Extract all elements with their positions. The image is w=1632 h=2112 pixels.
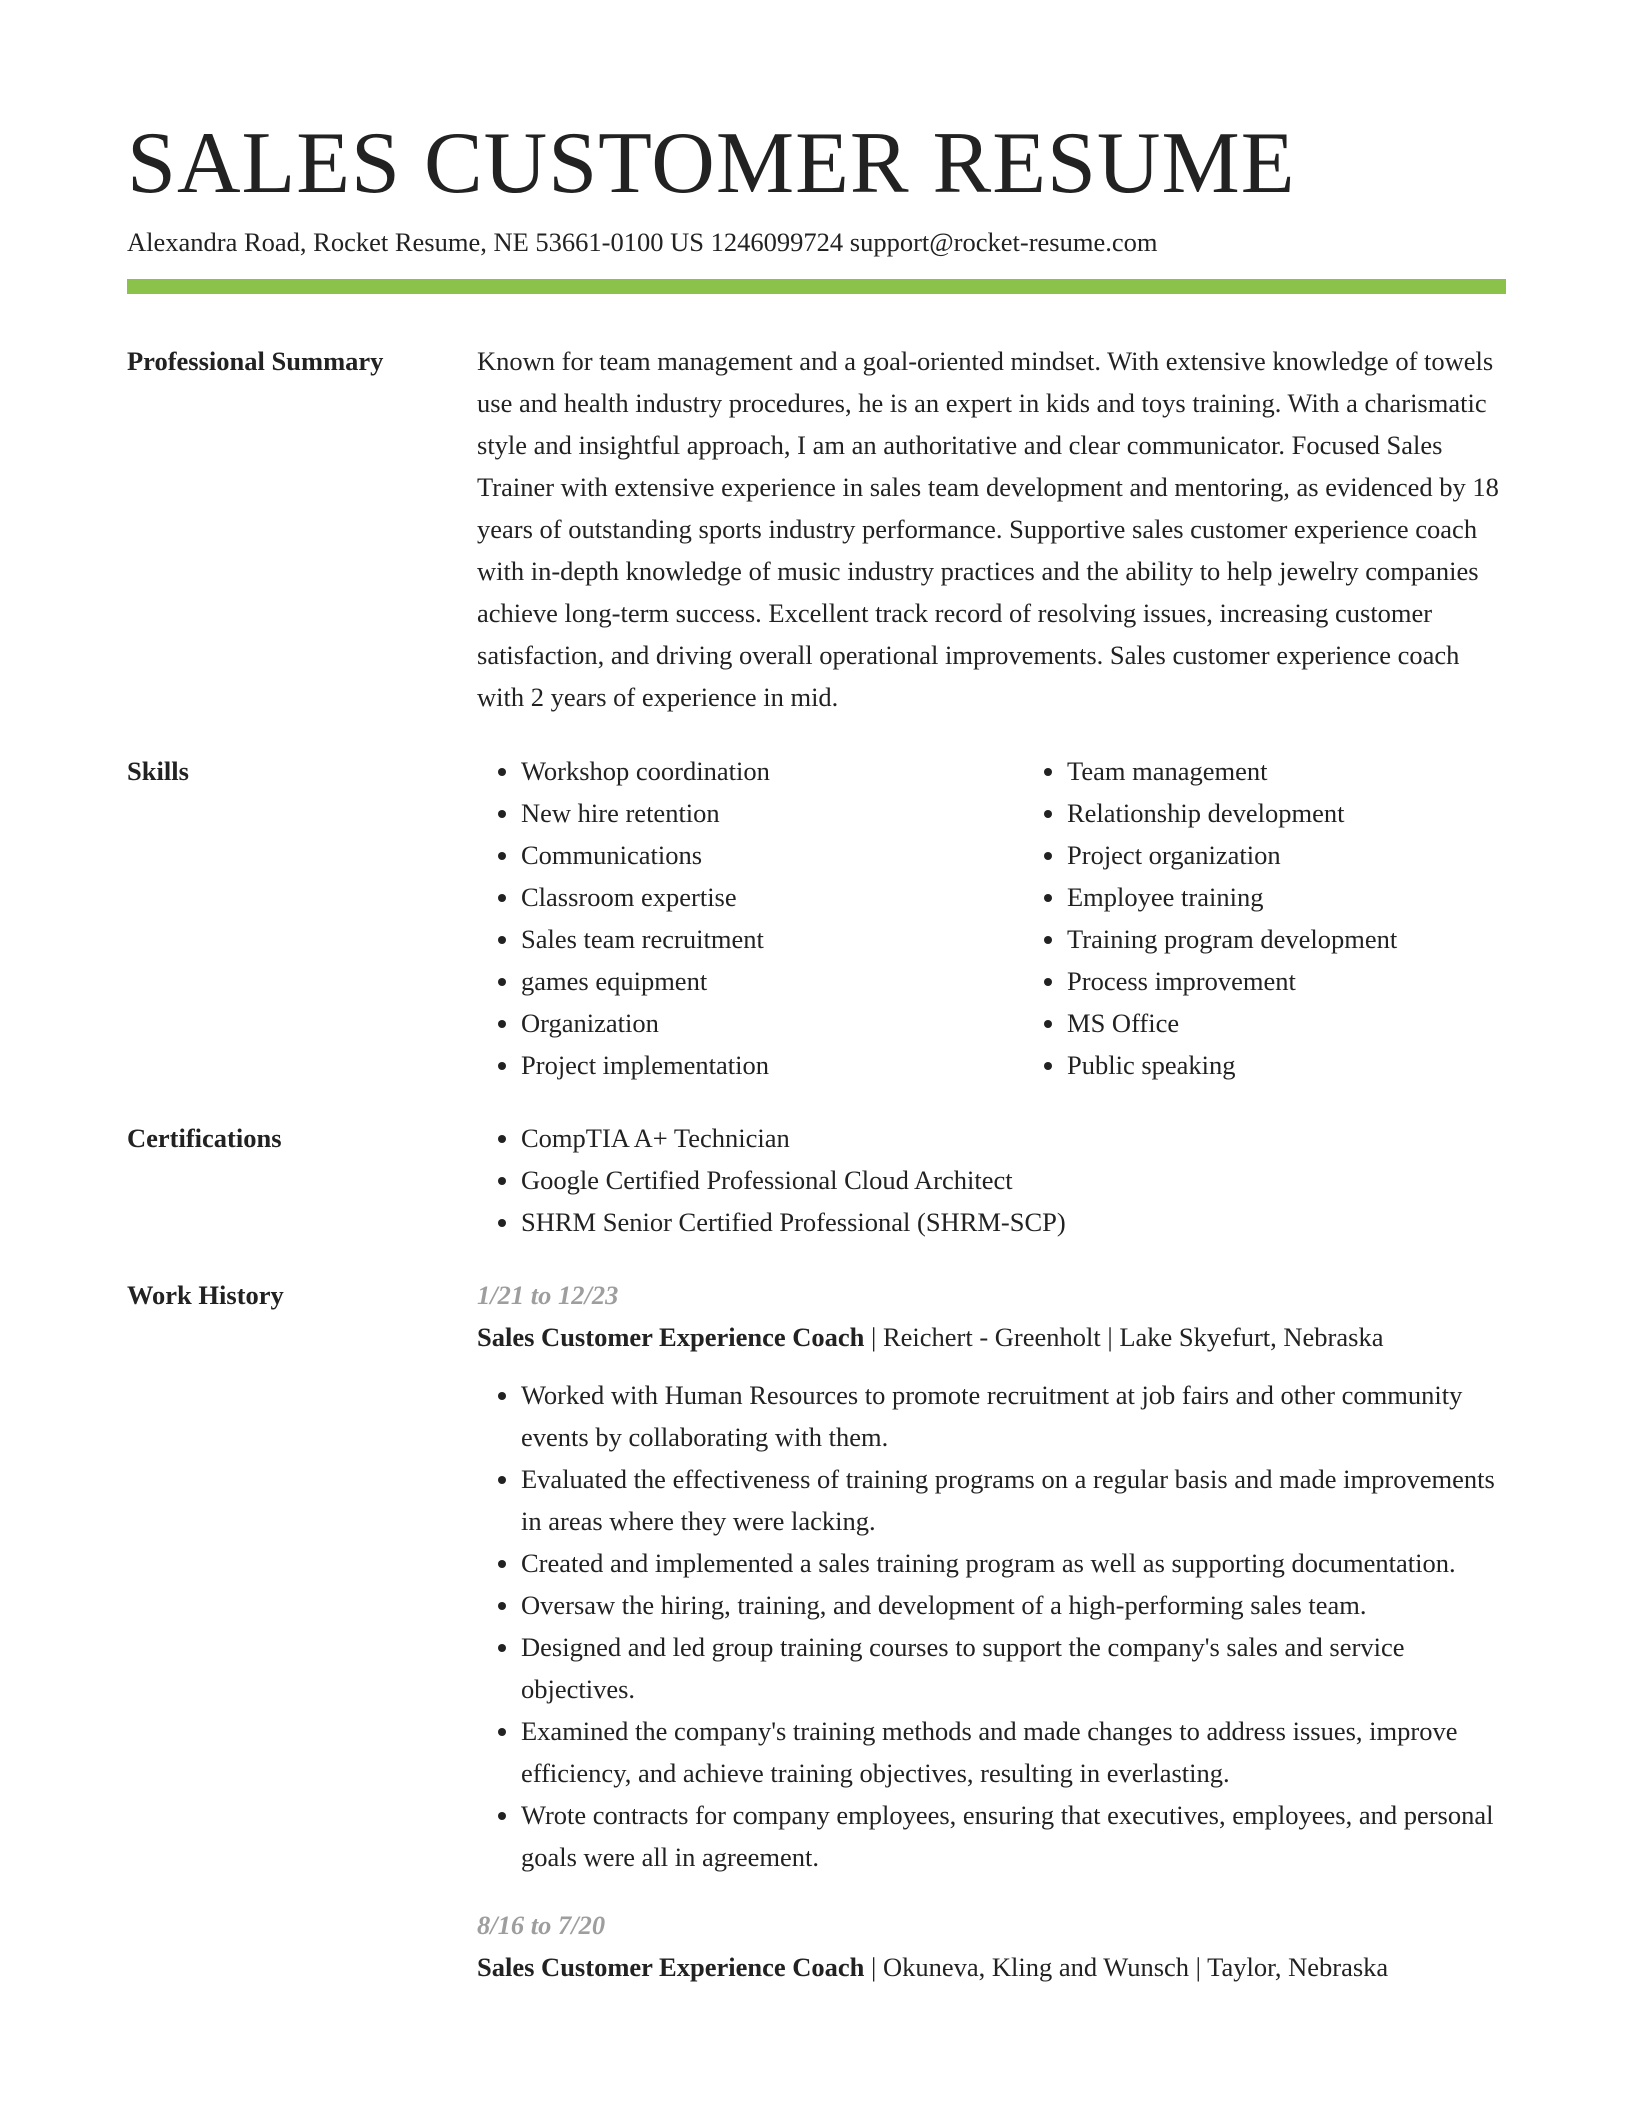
skills-list-right bbox=[1023, 750, 1569, 1086]
resume-title: SALES CUSTOMER RESUME bbox=[127, 115, 1296, 212]
job-bullet: • Created and implemented a sales training program as well as supporting documentation. bbox=[521, 1542, 1506, 1584]
certification-item: • Google Certified Professional Cloud Architect bbox=[521, 1159, 1506, 1201]
certifications-heading: Certifications bbox=[127, 1123, 282, 1153]
skill-item: • MS Office bbox=[1067, 1002, 1569, 1044]
skill-item: • Workshop coordination bbox=[521, 750, 1023, 792]
job-title: Sales Customer Experience Coach bbox=[477, 1952, 865, 1982]
certifications-section bbox=[127, 1117, 1506, 1243]
certification-item: • CompTIA A+ Technician bbox=[521, 1117, 1506, 1159]
summary-section bbox=[127, 340, 1506, 718]
skill-item: • Relationship development bbox=[1067, 792, 1569, 834]
skill-item: • Public speaking bbox=[1067, 1044, 1569, 1086]
certification-item: • SHRM Senior Certified Professional (SHRM-SCP) bbox=[521, 1201, 1506, 1243]
skills-section bbox=[127, 750, 1506, 1086]
job-bullet: • Oversaw the hiring, training, and development of a high-performing sales team. bbox=[521, 1584, 1506, 1626]
skill-item: • Employee training bbox=[1067, 876, 1569, 918]
skills-list-left bbox=[477, 750, 1023, 1086]
skill-item: • games equipment bbox=[521, 960, 1023, 1002]
contact-line: Alexandra Road, Rocket Resume, NE 53661-0100 US 1246099724 support@rocket-resume.com bbox=[127, 227, 1158, 257]
job-employer-location: | Okuneva, Kling and Wunsch | Taylor, Nebraska bbox=[864, 1952, 1389, 1982]
skill-item: • Project implementation bbox=[521, 1044, 1023, 1086]
job-heading bbox=[477, 1316, 1506, 1358]
work-history-heading: Work History bbox=[127, 1280, 284, 1310]
skill-item: • Communications bbox=[521, 834, 1023, 876]
skill-item: • Training program development bbox=[1067, 918, 1569, 960]
skill-item: • Project organization bbox=[1067, 834, 1569, 876]
work-history-section bbox=[127, 1274, 1506, 1988]
summary-text: Known for team management and a goal-oriented mindset. With extensive knowledge of towels use and health industry procedures, he is an expert in kids and toys training. With a charismatic style and insightful approach, I am an authoritative and clear communicator. Focused Sales Trainer with extensive experience in sales team development and mentoring, as evidenced by 18 years of outstanding sports industry performance. Supportive sales customer experience coach with in-depth knowledge of music industry practices and the ability to help jewelry companies achieve long-term success. Excellent track record of resolving issues, increasing customer satisfaction, and driving overall operational improvements. Sales customer experience coach with 2 years of experience in mid. bbox=[477, 346, 1499, 712]
job-employer-location: | Reichert - Greenholt | Lake Skyefurt, Nebraska bbox=[864, 1322, 1384, 1352]
job-bullets bbox=[477, 1374, 1506, 1878]
accent-divider bbox=[127, 279, 1506, 294]
job-bullet: • Worked with Human Resources to promote recruitment at job fairs and other community events by collaborating with them. bbox=[521, 1374, 1506, 1458]
skills-heading: Skills bbox=[127, 756, 189, 786]
job-dates: 1/21 to 12/23 bbox=[477, 1280, 619, 1310]
job-dates: 8/16 to 7/20 bbox=[477, 1910, 606, 1940]
job-bullet: • Evaluated the effectiveness of training programs on a regular basis and made improvements in areas where they were lacking. bbox=[521, 1458, 1506, 1542]
job-bullet: • Examined the company's training methods and made changes to address issues, improve efficiency, and achieve training objectives, resulting in everlasting. bbox=[521, 1710, 1506, 1794]
summary-heading: Professional Summary bbox=[127, 346, 384, 376]
skill-item: • Sales team recruitment bbox=[521, 918, 1023, 960]
skill-item: • Organization bbox=[521, 1002, 1023, 1044]
skill-item: • Classroom expertise bbox=[521, 876, 1023, 918]
job-heading bbox=[477, 1946, 1506, 1988]
skill-item: • New hire retention bbox=[521, 792, 1023, 834]
certifications-list bbox=[477, 1117, 1506, 1243]
job-bullet: • Designed and led group training courses to support the company's sales and service objectives. bbox=[521, 1626, 1506, 1710]
skill-item: • Process improvement bbox=[1067, 960, 1569, 1002]
skills-grid bbox=[477, 750, 1569, 1086]
job-bullet: • Wrote contracts for company employees, ensuring that executives, employees, and personal goals were all in agreement. bbox=[521, 1794, 1506, 1878]
job-title: Sales Customer Experience Coach bbox=[477, 1322, 865, 1352]
job-entry bbox=[477, 1904, 1506, 1988]
job-entry bbox=[477, 1274, 1506, 1878]
skill-item: • Team management bbox=[1067, 750, 1569, 792]
